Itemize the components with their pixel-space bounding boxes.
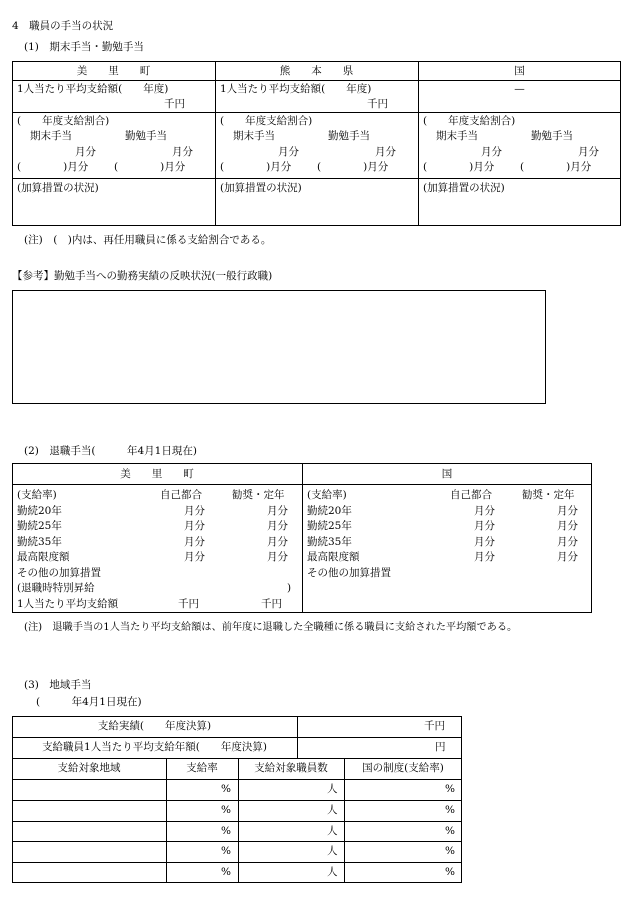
retirement-row-max-national: 最高限度額 <box>307 551 360 563</box>
retirement-row-20-town: 勤続20年 <box>17 505 62 517</box>
bonus-diligence-months-pref: 月分 <box>375 146 396 158</box>
regional-row-2-national: % <box>445 804 455 816</box>
bonus-diligence-reemploy-town: ( )月分 <box>114 161 186 173</box>
regional-row-1-staff: 人 <box>327 783 338 795</box>
retirement-row-20-enc-town: 月分 <box>267 505 288 517</box>
retirement-row-max-self-national: 月分 <box>474 551 495 563</box>
retirement-avg-enc-unit-town: 千円 <box>261 598 282 610</box>
bonus-diligence-reemploy-pref: ( )月分 <box>317 161 389 173</box>
regional-row-4-rate: % <box>221 845 231 857</box>
retirement-self-label-town: 自己都合 <box>160 489 202 501</box>
retirement-encourage-label-national: 勧奨・定年 <box>522 489 575 501</box>
regional-row-2-rate: % <box>221 804 231 816</box>
bonus-diligence-reemploy-national: ( )月分 <box>520 161 592 173</box>
bonus-addition-pref: (加算措置の状況) <box>220 182 302 194</box>
regional-avg-label: 支給職員1人当たり平均支給年額( 年度決算) <box>42 741 267 753</box>
bonus-diligence-label-town: 勤勉手当 <box>125 130 167 142</box>
retirement-row-20-national: 勤続20年 <box>307 505 352 517</box>
bonus-end-label-national: 期末手当 <box>436 130 478 142</box>
bonus-end-months-town: 月分 <box>75 146 96 158</box>
bonus-diligence-months-national: 月分 <box>578 146 599 158</box>
retirement-row-35-self-town: 月分 <box>184 536 205 548</box>
bonus-end-label-town: 期末手当 <box>30 130 72 142</box>
reference-box <box>12 290 546 404</box>
bonus-end-reemploy-town: ( )月分 <box>17 161 89 173</box>
bonus-ratio-label-pref: ( 年度支給割合) <box>220 115 313 127</box>
regional-row-1-national: % <box>445 783 455 795</box>
retirement-header-town: 美 里 町 <box>120 468 194 480</box>
bonus-end-label-pref: 期末手当 <box>233 130 275 142</box>
retirement-rate-label-national: (支給率) <box>307 489 347 501</box>
retirement-row-max-town: 最高限度額 <box>17 551 70 563</box>
bonus-addition-town: (加算措置の状況) <box>17 182 99 194</box>
regional-row-3-national: % <box>445 825 455 837</box>
bonus-end-reemploy-pref: ( )月分 <box>220 161 292 173</box>
retirement-row-max-enc-national: 月分 <box>557 551 578 563</box>
regional-heading: (3) 地域手当 <box>24 679 92 691</box>
retirement-row-20-self-town: 月分 <box>184 505 205 517</box>
retirement-special-close-town: ) <box>287 582 292 594</box>
bonus-heading: (1) 期末手当・勤勉手当 <box>24 41 144 53</box>
bonus-avg-unit-town: 千円 <box>164 98 185 110</box>
regional-row-5-staff: 人 <box>327 866 338 878</box>
retirement-other-town: その他の加算措置 <box>17 567 101 579</box>
regional-row-3-staff: 人 <box>327 825 338 837</box>
retirement-row-20-enc-national: 月分 <box>557 505 578 517</box>
bonus-end-months-pref: 月分 <box>278 146 299 158</box>
regional-col-area: 支給対象地域 <box>57 762 121 774</box>
retirement-avg-self-unit-town: 千円 <box>178 598 199 610</box>
retirement-row-25-self-town: 月分 <box>184 520 205 532</box>
retirement-row-25-self-national: 月分 <box>474 520 495 532</box>
retirement-row-35-town: 勤続35年 <box>17 536 62 548</box>
retirement-rate-label-town: (支給率) <box>17 489 57 501</box>
regional-actual-label: 支給実績( 年度決算) <box>97 720 212 732</box>
regional-date: ( 年4月1日現在) <box>36 696 142 708</box>
bonus-end-months-national: 月分 <box>481 146 502 158</box>
bonus-avg-unit-pref: 千円 <box>367 98 388 110</box>
bonus-ratio-label-national: ( 年度支給割合) <box>423 115 516 127</box>
retirement-self-label-national: 自己都合 <box>450 489 492 501</box>
retirement-row-35-enc-national: 月分 <box>557 536 578 548</box>
bonus-header-town: 美 里 町 <box>76 65 151 77</box>
regional-avg-unit: 円 <box>435 741 446 753</box>
bonus-addition-national: (加算措置の状況) <box>423 182 505 194</box>
regional-col-rate: 支給率 <box>186 762 218 774</box>
retirement-row-max-enc-town: 月分 <box>267 551 288 563</box>
retirement-row-35-enc-town: 月分 <box>267 536 288 548</box>
bonus-diligence-months-town: 月分 <box>172 146 193 158</box>
bonus-note: (注) ( )内は、再任用職員に係る支給割合である。 <box>24 234 272 246</box>
retirement-row-25-national: 勤続25年 <box>307 520 352 532</box>
bonus-header-prefecture: 熊 本 県 <box>279 65 354 77</box>
retirement-encourage-label-town: 勧奨・定年 <box>232 489 285 501</box>
reference-heading: 【参考】勤勉手当への勤務実績の反映状況(一般行政職) <box>12 270 273 282</box>
regional-row-2-staff: 人 <box>327 804 338 816</box>
regional-row-3-rate: % <box>221 825 231 837</box>
retirement-row-25-enc-town: 月分 <box>267 520 288 532</box>
retirement-special-town: (退職時特別昇給 <box>17 582 95 594</box>
regional-row-5-rate: % <box>221 866 231 878</box>
retirement-row-25-enc-national: 月分 <box>557 520 578 532</box>
bonus-diligence-label-pref: 勤勉手当 <box>328 130 370 142</box>
retirement-avg-town: 1人当たり平均支給額 <box>17 598 119 610</box>
retirement-row-25-town: 勤続25年 <box>17 520 62 532</box>
bonus-ratio-label-town: ( 年度支給割合) <box>17 115 110 127</box>
retirement-row-35-national: 勤続35年 <box>307 536 352 548</box>
bonus-header-national: 国 <box>514 65 525 77</box>
bonus-end-reemploy-national: ( )月分 <box>423 161 495 173</box>
regional-row-4-staff: 人 <box>327 845 338 857</box>
retirement-note: (注) 退職手当の1人当たり平均支給額は、前年度に退職した全職種に係る職員に支給された平均額である。 <box>24 622 518 633</box>
retirement-row-35-self-national: 月分 <box>474 536 495 548</box>
retirement-row-20-self-national: 月分 <box>474 505 495 517</box>
bonus-avg-label-pref: 1人当たり平均支給額( 年度) <box>220 83 372 95</box>
regional-col-national: 国の制度(支給率) <box>362 762 444 774</box>
retirement-other-national: その他の加算措置 <box>307 567 391 579</box>
bonus-diligence-label-national: 勤勉手当 <box>531 130 573 142</box>
bonus-avg-national-dash: — <box>514 83 525 95</box>
regional-actual-unit: 千円 <box>424 720 445 732</box>
retirement-row-max-self-town: 月分 <box>184 551 205 563</box>
section-title: 4 職員の手当の状況 <box>12 20 114 32</box>
retirement-heading: (2) 退職手当( 年4月1日現在) <box>24 445 197 457</box>
regional-col-staff: 支給対象職員数 <box>254 762 328 774</box>
retirement-header-national: 国 <box>441 468 453 480</box>
regional-row-5-national: % <box>445 866 455 878</box>
regional-row-1-rate: % <box>221 783 231 795</box>
bonus-avg-label-town: 1人当たり平均支給額( 年度) <box>17 83 169 95</box>
regional-row-4-national: % <box>445 845 455 857</box>
